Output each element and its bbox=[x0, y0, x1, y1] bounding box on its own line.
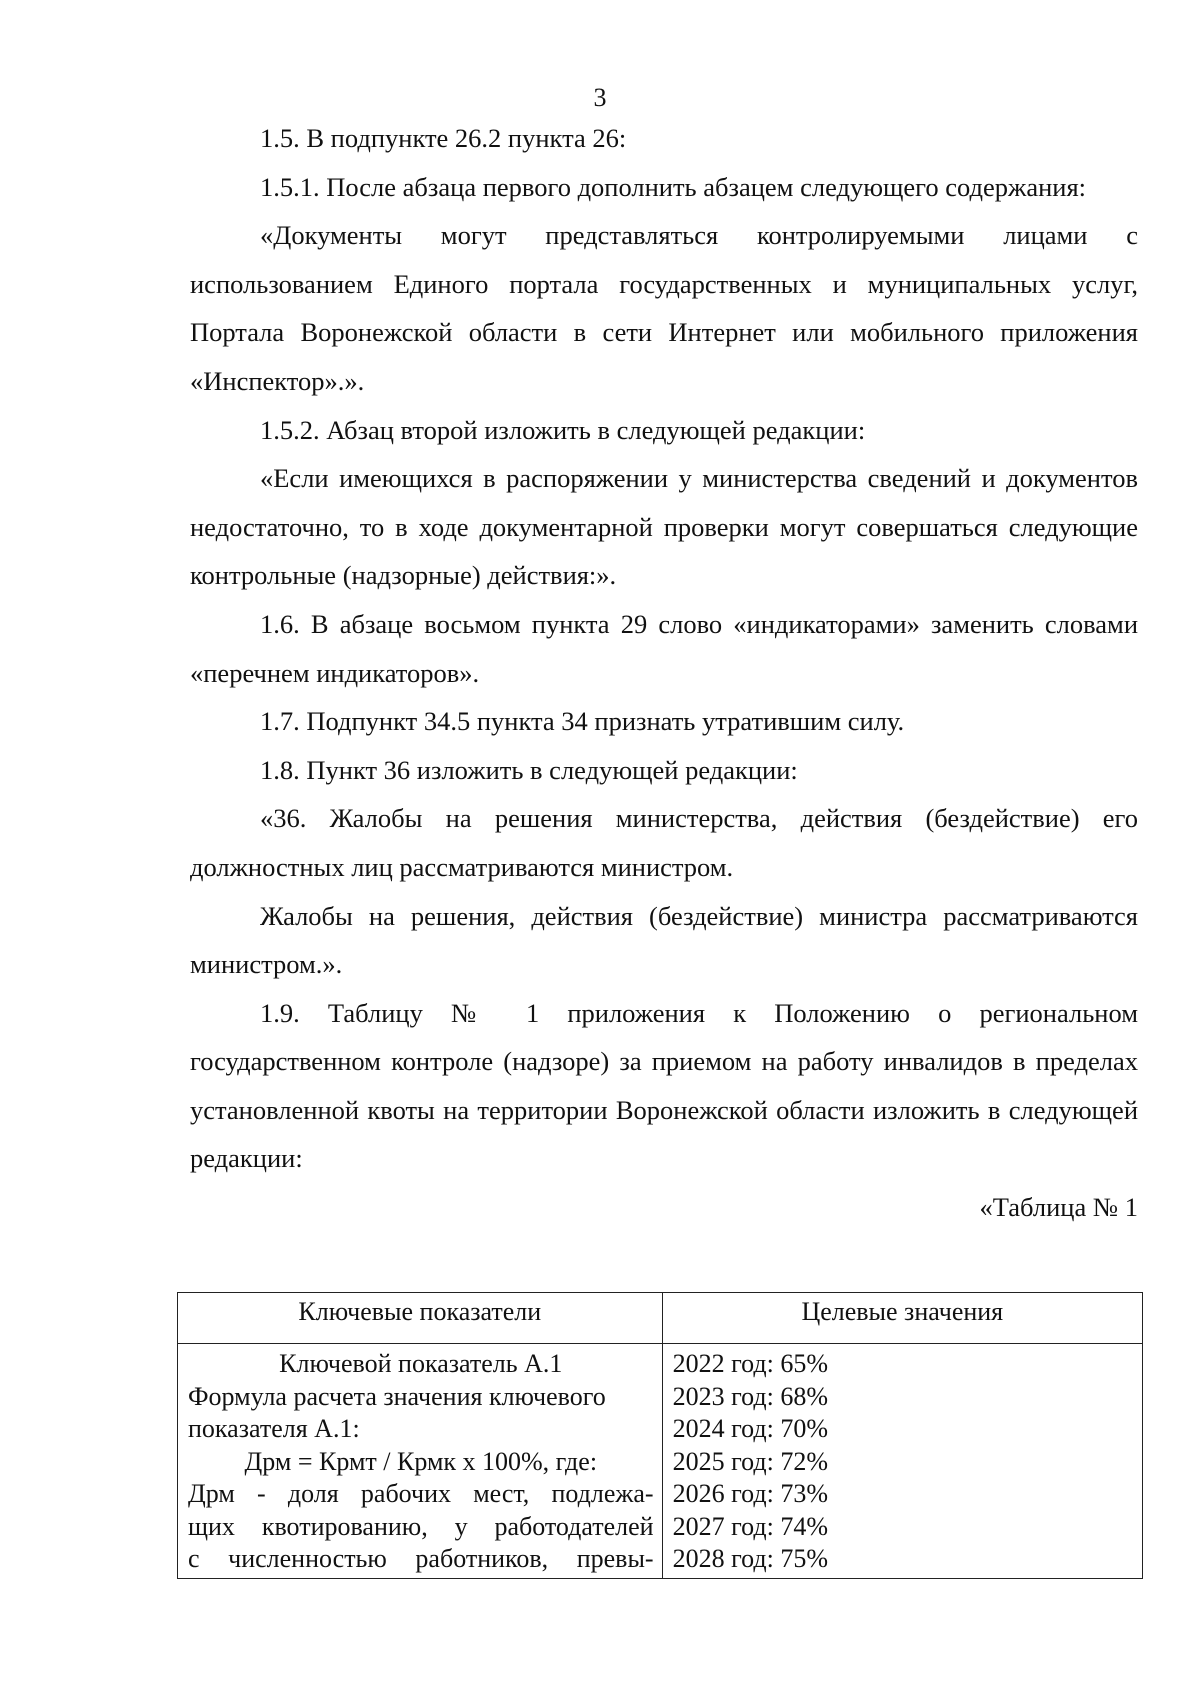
target-value: 2022 год: 65% bbox=[672, 1349, 828, 1378]
paragraph: «36. Жалобы на решения министерства, действия (бездействие) его должностных лиц рассматриваются министром. bbox=[190, 803, 1138, 882]
paragraph: 1.6. В абзаце восьмом пункта 29 слово «индикаторами» заменить словами «перечнем индикаторов». bbox=[190, 608, 1138, 688]
cell-line: показателя А.1: bbox=[188, 1414, 360, 1443]
paragraph: «Документы могут представляться контролируемыми лицами с использованием Единого портала государственных и муниципальных услуг, Портала Воронежской области в сети Интернет или мобильного приложения «Инспектор».». bbox=[190, 220, 1138, 396]
table-row bbox=[178, 1344, 1143, 1579]
target-value: 2024 год: 70% bbox=[672, 1414, 828, 1443]
cell-line: с численностью работников, превы- bbox=[188, 1544, 654, 1573]
target-value: 2023 год: 68% bbox=[672, 1381, 828, 1411]
paragraph: 1.5.1. После абзаца первого дополнить абзацем следующего содержания: bbox=[260, 171, 1086, 202]
table-header-cell: Целевые значения bbox=[662, 1293, 1142, 1344]
document-body bbox=[190, 114, 1138, 1232]
target-value: 2028 год: 75% bbox=[672, 1544, 828, 1573]
cell-line: Формула расчета значения ключевого bbox=[188, 1381, 606, 1411]
paragraph: Жалобы на решения, действия (бездействие) министра рассматриваются министром.». bbox=[190, 900, 1138, 980]
table-header-row bbox=[178, 1293, 1143, 1344]
table-header-cell: Ключевые показатели bbox=[178, 1293, 663, 1344]
target-values-cell bbox=[662, 1344, 1142, 1579]
key-indicator-cell bbox=[178, 1344, 663, 1579]
paragraph: 1.5. В подпункте 26.2 пункта 26: bbox=[260, 123, 627, 153]
paragraph: 1.5.2. Абзац второй изложить в следующей редакции: bbox=[260, 414, 866, 445]
paragraph: 1.8. Пункт 36 изложить в следующей редакции: bbox=[260, 754, 798, 785]
indicators-table bbox=[177, 1292, 1143, 1579]
cell-line: Ключевой показатель А.1 bbox=[279, 1349, 563, 1378]
cell-line: Дрм - доля рабочих мест, подлежа- bbox=[188, 1479, 654, 1508]
cell-line: Дрм = Крмт / Крмк х 100%, где: bbox=[244, 1446, 598, 1476]
cell-line: щих квотированию, у работодателей bbox=[188, 1511, 654, 1541]
target-value: 2026 год: 73% bbox=[672, 1479, 828, 1508]
target-value: 2027 год: 74% bbox=[672, 1511, 828, 1541]
paragraph: «Если имеющихся в распоряжении у министерства сведений и документов недостаточно, то в ходе документарной проверки могут совершаться следующие контрольные (надзорные) действия:». bbox=[190, 463, 1138, 591]
page-number: 3 bbox=[593, 83, 607, 112]
table-caption: «Таблица № 1 bbox=[979, 1192, 1138, 1223]
target-value: 2025 год: 72% bbox=[672, 1446, 828, 1476]
paragraph: 1.9. Таблицу № 1 приложения к Положению о региональном государственном контроле (надзоре) за приемом на работу инвалидов в пределах установленной квоты на территории Воронежской области изложить в следующей редакции: bbox=[190, 997, 1138, 1174]
paragraph: 1.7. Подпункт 34.5 пункта 34 признать утратившим силу. bbox=[260, 706, 905, 737]
